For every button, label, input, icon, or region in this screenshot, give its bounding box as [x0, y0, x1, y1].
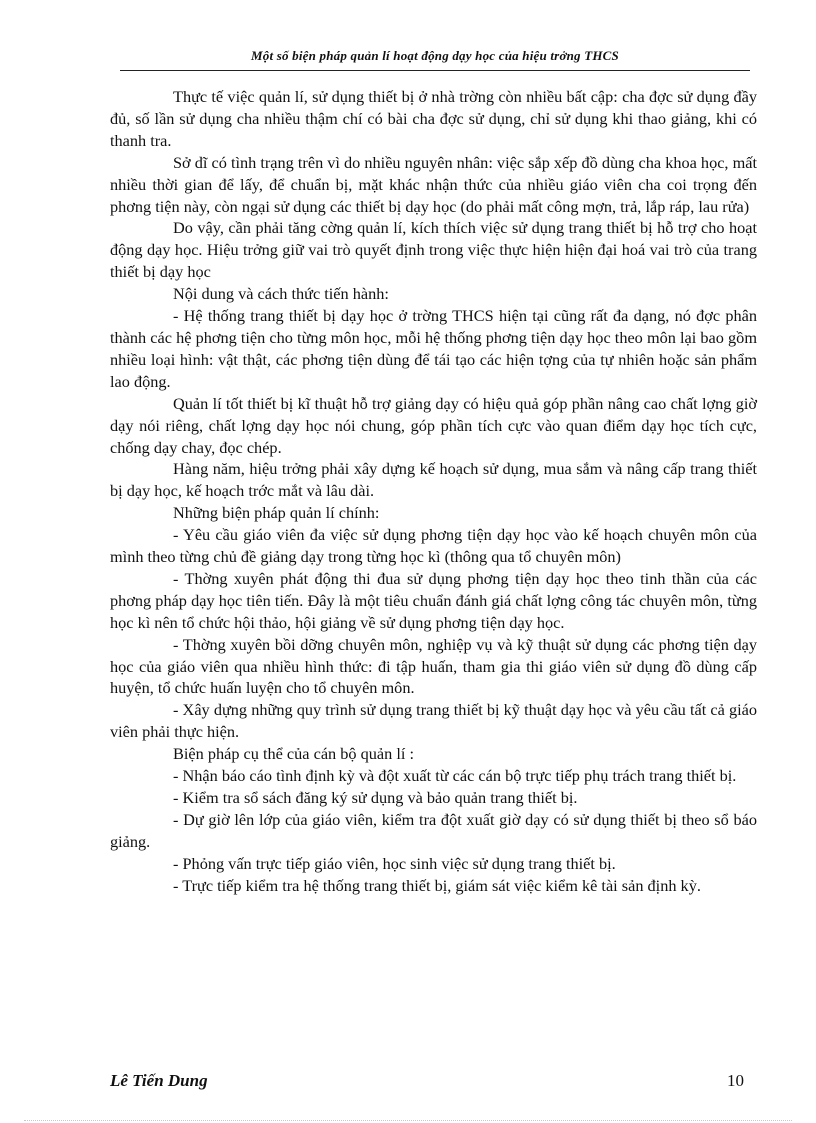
paragraph: - Nhận báo cáo tình định kỳ và đột xuất từ các cán bộ trực tiếp phụ trách trang thiết bị. [173, 766, 737, 786]
paragraph: - Phỏng vấn trực tiếp giáo viên, học sinh việc sử dụng trang thiết bị. [173, 853, 616, 873]
footer-author: Lê Tiến Dung [110, 1071, 208, 1090]
paragraph: - Dự giờ lên lớp của giáo viên, kiểm tra đột xuất giờ dạy có sử dụng thiết bị theo sổ báo giảng. [110, 809, 757, 851]
paragraph: Hàng năm, hiệu trởng phải xây dựng kế hoạch sử dụng, mua sắm và nâng cấp trang thiết bị dạy học, kế hoạch trớc mắt và lâu dài. [110, 459, 757, 501]
paragraph: - Yêu cầu giáo viên đa việc sử dụng phơng tiện dạy học vào kế hoạch chuyên môn của mình theo từng chủ đề giảng dạy trong từng học kì (thông qua tổ chuyên môn) [110, 525, 757, 567]
document-body [110, 86, 757, 897]
page-number: 10 [727, 1071, 744, 1090]
paragraph: Nội dung và cách thức tiến hành: [173, 284, 389, 304]
page-bottom-divider [24, 1120, 792, 1121]
paragraph: Quản lí tốt thiết bị kĩ thuật hỗ trợ giảng dạy có hiệu quả góp phần nâng cao chất lợng giờ dạy nói riêng, chất lợng dạy học nói chung, góp phần tích cực vào quan điểm dạy học tích cực, chống dạy chay, đọc chép. [110, 393, 757, 457]
paragraph: - Thờng xuyên bồi dỡng chuyên môn, nghiệp vụ và kỹ thuật sử dụng các phơng tiện dạy học của giáo viên qua nhiều hình thức: đi tập huấn, tham gia thi giáo viên sử dụng đồ dùng cấp huyện, tổ chức huấn luyện cho tổ chuyên môn. [110, 634, 757, 698]
paragraph: Thực tế việc quản lí, sử dụng thiết bị ở nhà trờng còn nhiều bất cập: cha đợc sử dụng đầy đủ, số lần sử dụng cha nhiều thậm chí có bài cha đợc sử dụng, chỉ sử dụng khi thao giảng, khi có thanh tra. [110, 87, 757, 150]
header-divider [120, 70, 750, 71]
paragraph: - Kiểm tra sổ sách đăng ký sử dụng và bảo quản trang thiết bị. [173, 788, 578, 807]
paragraph: - Hệ thống trang thiết bị dạy học ở trờng THCS hiện tại cũng rất đa dạng, nó đợc phân thành các hệ phơng tiện cho từng môn học, mỗi hệ thống phơng tiện dạy học theo môn lại bao gồm nhiều loại hình: vật thật, các phơng tiện dùng để tái tạo các hiện tợng của tự nhiên hoặc sản phẩm lao động. [110, 306, 757, 391]
running-header: Một số biện pháp quản lí hoạt động dạy học của hiệu trởng THCS [251, 48, 619, 63]
paragraph: - Thờng xuyên phát động thi đua sử dụng phơng tiện dạy học theo tinh thần của các phơng pháp dạy học tiên tiến. Đây là một tiêu chuẩn đánh giá chất lợng công tác chuyên môn, từng học kì nên tổ chức hội thảo, hội giảng về sử dụng phơng tiện dạy học. [110, 568, 757, 632]
paragraph: Biện pháp cụ thể của cán bộ quản lí : [173, 744, 414, 764]
paragraph: Sở dĩ có tình trạng trên vì do nhiều nguyên nhân: việc sắp xếp đồ dùng cha khoa học, mất nhiều thời gian để lấy, để chuẩn bị, mặt khác nhận thức của nhiều giáo viên cha coi trọng đến phơng tiện này, còn ngại sử dụng các thiết bị dạy học (do phải mất công mợn, trả, lắp ráp, lau rửa) [110, 152, 757, 216]
paragraph: Những biện pháp quản lí chính: [173, 503, 380, 523]
paragraph: - Trực tiếp kiểm tra hệ thống trang thiết bị, giám sát việc kiểm kê tài sản định kỳ. [173, 875, 701, 895]
paragraph: Do vậy, cần phải tăng cờng quản lí, kích thích việc sử dụng trang thiết bị hỗ trợ cho hoạt động dạy học. Hiệu trởng giữ vai trò quyết định trong việc thực hiện hiện đại hoá vai trò của trang thiết bị dạy học [110, 218, 757, 282]
paragraph: - Xây dựng những quy trình sử dụng trang thiết bị kỹ thuật dạy học và yêu cầu tất cả giáo viên phải thực hiện. [110, 700, 757, 742]
